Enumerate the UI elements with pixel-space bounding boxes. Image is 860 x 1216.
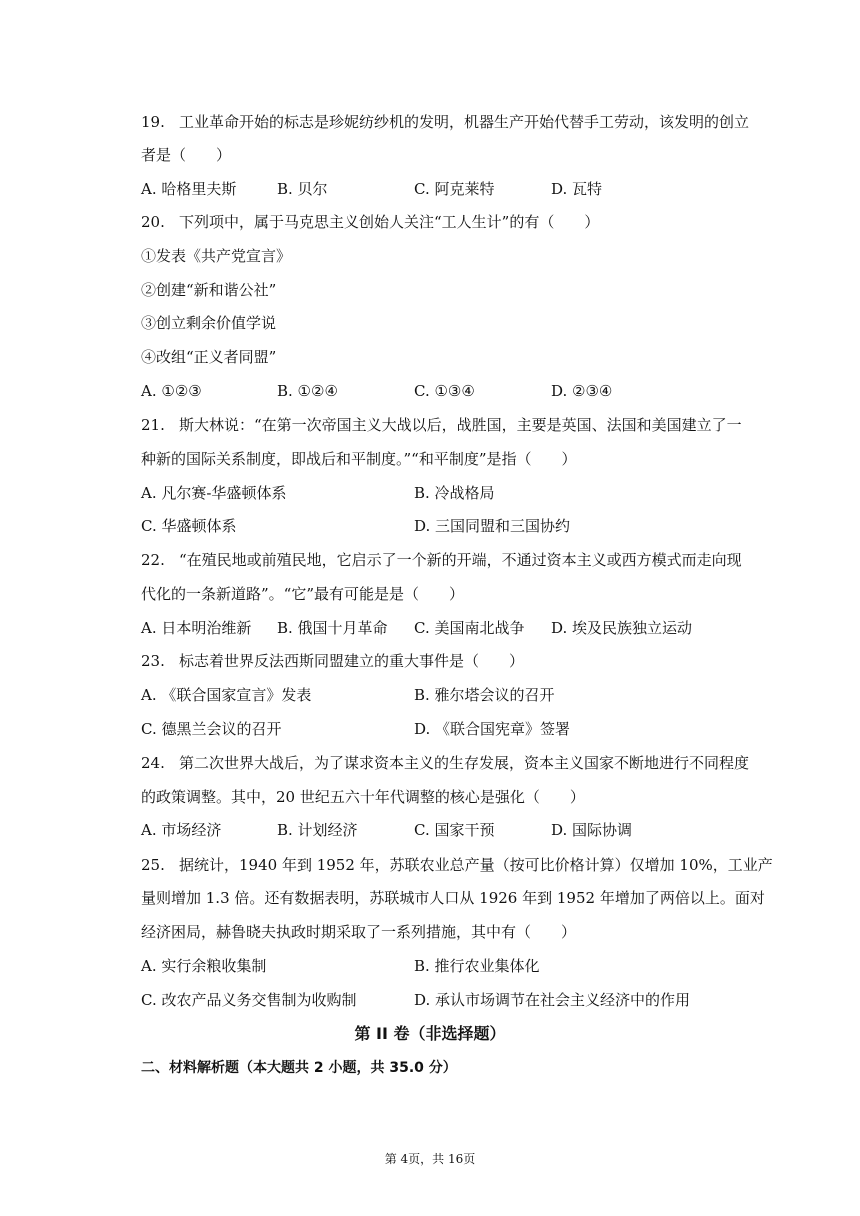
question-21-stem-line-1: 21. 斯大林说：“在第一次帝国主义大战以后，战胜国，主要是英国、法国和美国建立了一 bbox=[141, 416, 742, 434]
option-b: B. ①②④ bbox=[277, 382, 338, 400]
option-c: C. ①③④ bbox=[414, 382, 475, 400]
question-number: 20. bbox=[141, 213, 165, 231]
option-c: C. 美国南北战争 bbox=[414, 619, 525, 637]
option-b: B. 计划经济 bbox=[277, 821, 358, 839]
question-20-item-4: ④改组“正义者同盟” bbox=[141, 348, 277, 366]
question-20-item-2: ②创建“新和谐公社” bbox=[141, 281, 277, 299]
option-b: B. 雅尔塔会议的召开 bbox=[414, 686, 555, 704]
option-a: A. ①②③ bbox=[141, 382, 202, 400]
question-number: 22. bbox=[141, 551, 165, 569]
question-20-item-3: ③创立剩余价值学说 bbox=[141, 314, 277, 332]
option-d: D. 《联合国宪章》签署 bbox=[414, 720, 571, 738]
option-a: A. 哈格里夫斯 bbox=[141, 180, 237, 198]
question-25-stem-line-2: 量则增加 1.3 倍。还有数据表明，苏联城市人口从 1926 年到 1952 年增加了两倍以上。面对 bbox=[141, 889, 765, 907]
option-b: B. 俄国十月革命 bbox=[277, 619, 388, 637]
option-d: D. 瓦特 bbox=[551, 180, 603, 198]
option-c: C. 阿克莱特 bbox=[414, 180, 495, 198]
option-b: B. 推行农业集体化 bbox=[414, 957, 540, 975]
page-footer: 第 4页，共 16页 bbox=[384, 1152, 476, 1166]
question-21-stem-line-2: 种新的国际关系制度，即战后和平制度。”“和平制度”是指（ ） bbox=[141, 450, 577, 468]
question-24-stem-line-2: 的政策调整。其中，20 世纪五六十年代调整的核心是强化（ ） bbox=[141, 788, 585, 806]
option-d: D. 埃及民族独立运动 bbox=[551, 619, 693, 637]
question-number: 25. bbox=[141, 856, 165, 874]
option-c: C. 德黑兰会议的召开 bbox=[141, 720, 282, 738]
option-c: C. 改农产品义务交售制为收购制 bbox=[141, 991, 357, 1009]
question-20-stem: 20. 下列项中，属于马克思主义创始人关注“工人生计”的有（ ） bbox=[141, 213, 600, 231]
section-heading: 二、材料解析题（本大题共 2 小题，共 35.0 分） bbox=[141, 1060, 457, 1076]
option-a: A. 市场经济 bbox=[141, 821, 222, 839]
option-a: A. 《联合国家宣言》发表 bbox=[141, 686, 312, 704]
option-c: C. 国家干预 bbox=[414, 821, 495, 839]
question-19-stem-line-1: 19. 工业革命开始的标志是珍妮纺纱机的发明，机器生产开始代替手工劳动，该发明的创立 bbox=[141, 113, 750, 131]
section-title: 第 II 卷（非选择题） bbox=[354, 1024, 506, 1043]
question-number: 23. bbox=[141, 652, 165, 670]
question-22-stem-line-1: 22. “在殖民地或前殖民地，它启示了一个新的开端，不通过资本主义或西方模式而走向现 bbox=[141, 551, 742, 569]
option-a: A. 日本明治维新 bbox=[141, 619, 252, 637]
question-number: 19. bbox=[141, 113, 165, 131]
question-number: 24. bbox=[141, 754, 165, 772]
option-a: A. 实行余粮收集制 bbox=[141, 957, 267, 975]
option-c: C. 华盛顿体系 bbox=[141, 517, 237, 535]
option-d: D. 承认市场调节在社会主义经济中的作用 bbox=[414, 991, 691, 1009]
option-a: A. 凡尔赛-华盛顿体系 bbox=[141, 484, 287, 502]
question-19-stem-line-2: 者是（ ） bbox=[141, 146, 232, 164]
question-23-stem: 23. 标志着世界反法西斯同盟建立的重大事件是（ ） bbox=[141, 652, 525, 670]
option-b: B. 冷战格局 bbox=[414, 484, 495, 502]
option-d: D. ②③④ bbox=[551, 382, 613, 400]
option-d: D. 三国同盟和三国协约 bbox=[414, 517, 571, 535]
question-25-stem-line-3: 经济困局，赫鲁晓夫执政时期采取了一系列措施，其中有（ ） bbox=[141, 923, 577, 941]
question-number: 21. bbox=[141, 416, 165, 434]
option-d: D. 国际协调 bbox=[551, 821, 633, 839]
option-b: B. 贝尔 bbox=[277, 180, 328, 198]
question-20-item-1: ①发表《共产党宣言》 bbox=[141, 247, 292, 265]
question-25-stem-line-1: 25. 据统计，1940 年到 1952 年，苏联农业总产量（按可比价格计算）仅增加 10%，工业产 bbox=[141, 856, 773, 874]
question-22-stem-line-2: 代化的一条新道路”。“它”最有可能是是（ ） bbox=[141, 585, 465, 603]
question-24-stem-line-1: 24. 第二次世界大战后，为了谋求资本主义的生存发展，资本主义国家不断地进行不同程度 bbox=[141, 754, 750, 772]
